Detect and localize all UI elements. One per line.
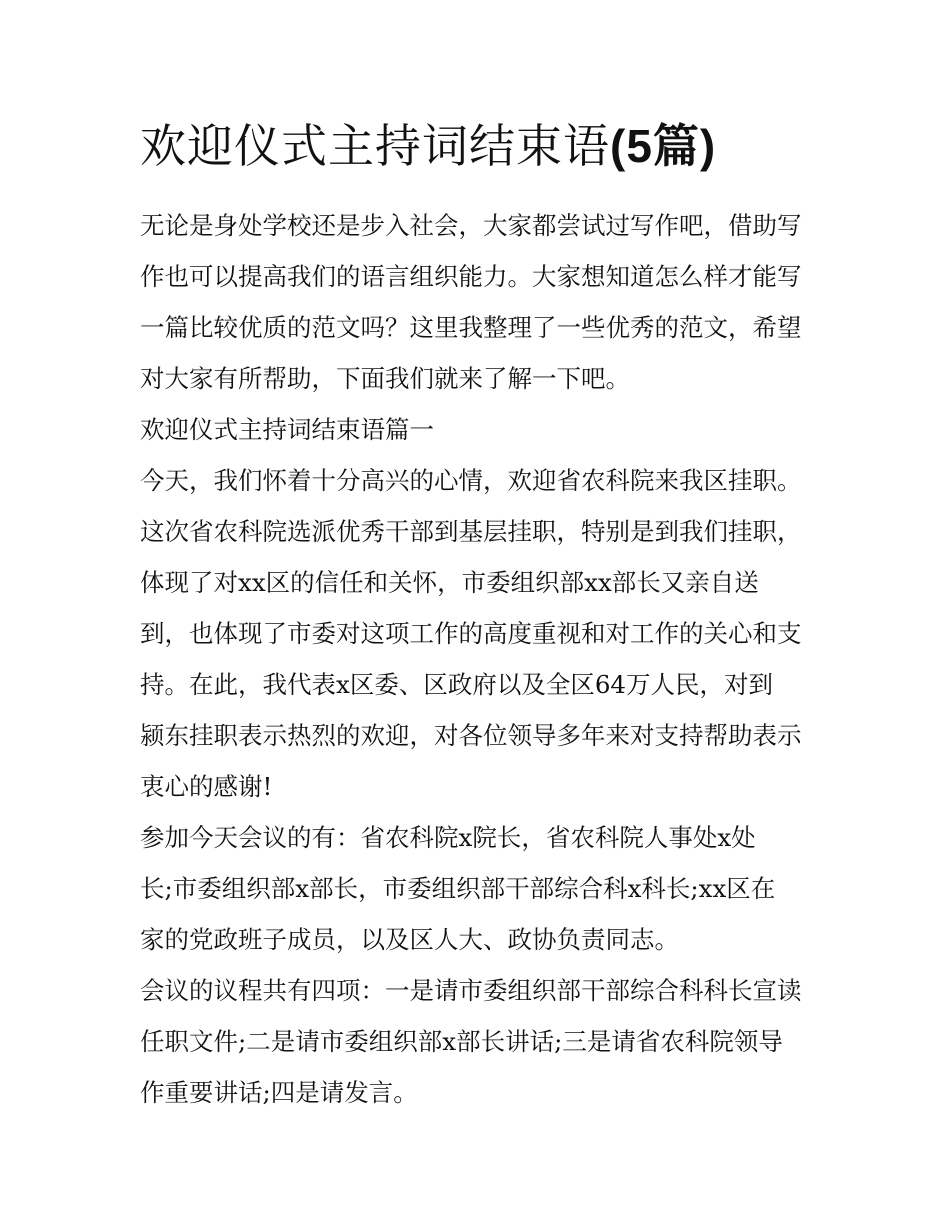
text-line: 一篇比较优质的范文吗？这里我整理了一些优秀的范文，希望: [140, 313, 802, 342]
title-main: 欢迎仪式主持词结束语: [140, 119, 610, 173]
paragraph-section-heading: [140, 404, 820, 455]
text-line: 作重要讲话;四是请发言。: [140, 1078, 418, 1107]
paragraph-attendees-paragraph: [140, 812, 820, 965]
paragraph-agenda-paragraph: [140, 965, 820, 1118]
text-line: 这次省农科院选派优秀干部到基层挂职，特别是到我们挂职，: [140, 517, 802, 546]
paragraph-intro: [140, 200, 820, 404]
text-line: 参加今天会议的有：省农科院x院长，省农科院人事处x处: [140, 823, 756, 852]
text-line: 持。在此，我代表x区委、区政府以及全区64万人民，对到: [140, 670, 773, 699]
text-line: 无论是身处学校还是步入社会，大家都尝试过写作吧，借助写: [140, 211, 802, 240]
text-line: 会议的议程共有四项：一是请市委组织部干部综合科科长宣读: [140, 976, 802, 1005]
page-title: [140, 114, 840, 178]
text-line: 作也可以提高我们的语言组织能力。大家想知道怎么样才能写: [140, 262, 802, 291]
paragraph-welcome-paragraph: [140, 455, 820, 812]
text-line: 到，也体现了市委对这项工作的高度重视和对工作的关心和支: [140, 619, 802, 648]
document-body: [140, 200, 820, 1118]
text-line: 欢迎仪式主持词结束语篇一: [140, 415, 434, 444]
text-line: 长;市委组织部x部长，市委组织部干部综合科x科长;xx区在: [140, 874, 776, 903]
title-suffix: (5篇): [610, 120, 717, 172]
text-line: 任职文件;二是请市委组织部x部长讲话;三是请省农科院领导: [140, 1027, 783, 1056]
text-line: 对大家有所帮助，下面我们就来了解一下吧。: [140, 364, 630, 393]
text-line: 今天，我们怀着十分高兴的心情，欢迎省农科院来我区挂职。: [140, 466, 802, 495]
text-line: 颍东挂职表示热烈的欢迎，对各位领导多年来对支持帮助表示: [140, 721, 802, 750]
text-line: 衷心的感谢!: [140, 772, 273, 801]
text-line: 家的党政班子成员，以及区人大、政协负责同志。: [140, 925, 679, 954]
text-line: 体现了对xx区的信任和关怀，市委组织部xx部长又亲自送: [140, 568, 759, 597]
